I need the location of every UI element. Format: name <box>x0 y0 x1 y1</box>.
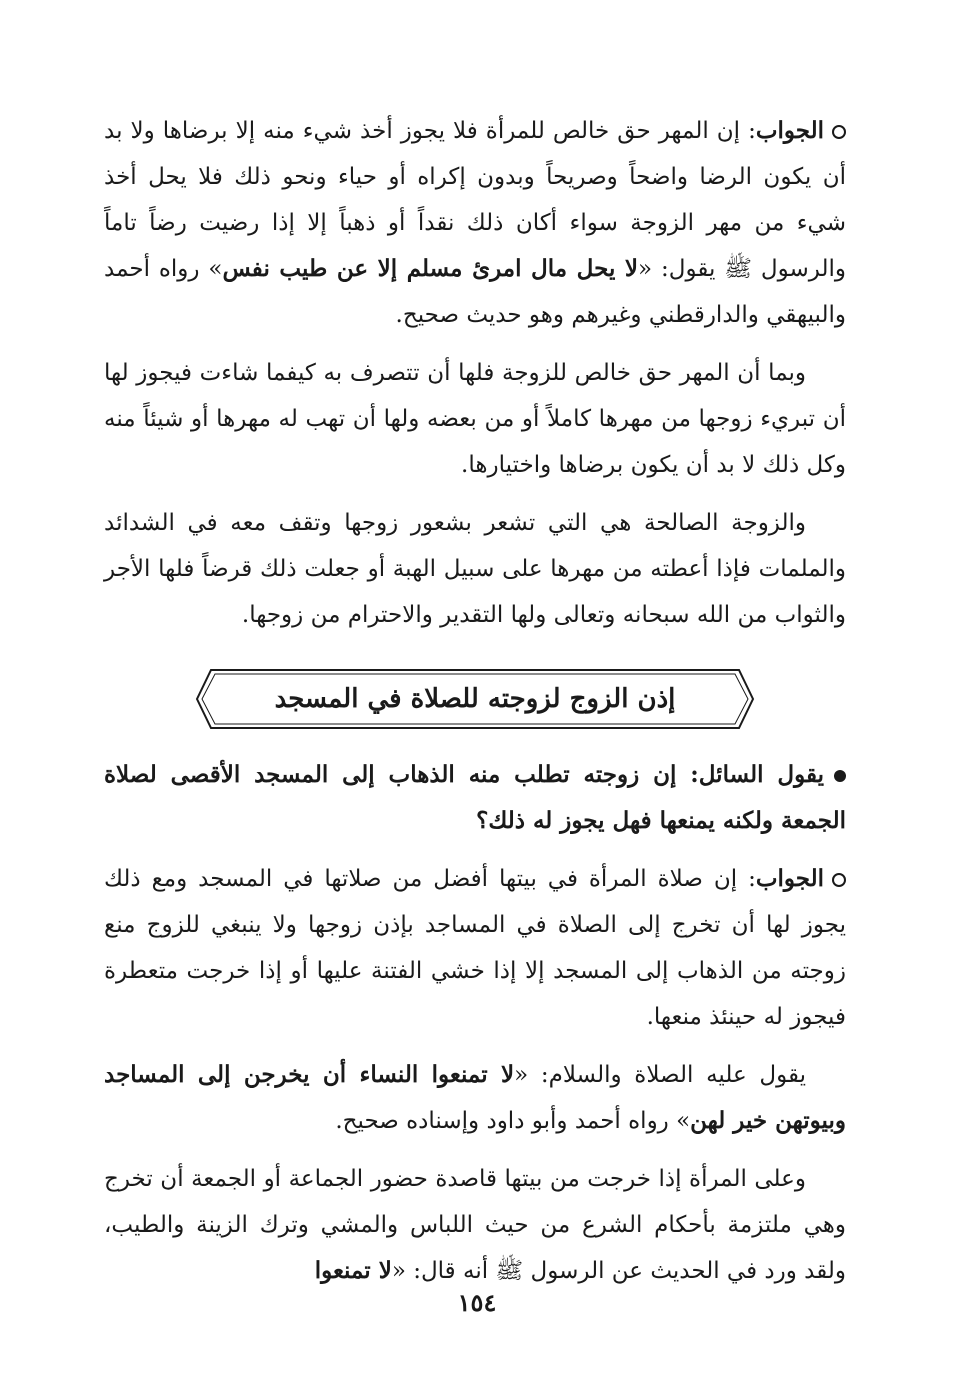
answer-lead: الجواب <box>755 117 824 144</box>
question-lead: يقول السائل <box>698 761 825 788</box>
last-paragraph <box>104 1156 846 1294</box>
hadith-2-quote: لا تمنعوا النساء أن يخرجن إلى المساجد وبيوتهن خير لهن <box>104 1061 846 1134</box>
hadith-quote: لا يحل مال امرئ مسلم إلا عن طيب نفس <box>222 255 639 282</box>
hollow-circle-icon <box>832 873 846 887</box>
answer-text: : إن المهر حق خالص للمرأة فلا يجوز أخذ شيء منه إلا برضاها ولا بد أن يكون الرضا واضحاً وصريحاً وبدون إكراه أو حياء ونحو ذلك فلا يحل أخذ شيء من مهر الزوجة سواء أكان ذلك نقداً أو ذهباً إلا إذا رضيت رضاً تاماً والرسول ﷺ يقول: « <box>104 118 846 282</box>
hadith-paragraph <box>104 1052 846 1144</box>
bullet-icon <box>834 770 846 782</box>
hadith-intro: يقول عليه الصلاة والسلام: « <box>514 1062 806 1088</box>
answer-2-text: : إن صلاة المرأة في بيتها أفضل من صلاتها في المسجد ومع ذلك يجوز لها أن تخرج إلى الصلاة في المساجد بإذن زوجها ولا ينبغي للزوج منع زوجته من الذهاب إلى المسجد إلا إذا خشي الفتنة عليها أو إذا خرجت متعطرة فيجوز له حينئذ منعها. <box>104 866 846 1030</box>
section-heading-frame <box>195 668 755 730</box>
paragraph-3 <box>104 500 846 638</box>
page-body <box>104 108 846 1306</box>
page-number: ١٥٤ <box>457 1288 497 1317</box>
answer-tail: » رواه أحمد والبيهقي والدارقطني وغيرهم وهو حديث صحيح. <box>104 256 846 328</box>
question-text: : إن زوجته تطلب منه الذهاب إلى المسجد الأقصى لصلاة الجمعة ولكنه يمنعها فهل يجوز له ذلك؟ <box>104 761 846 834</box>
section-heading: إذن الزوج لزوجته للصلاة في المسجد <box>274 684 676 714</box>
hollow-circle-icon <box>832 125 846 139</box>
answer-2-lead: الجواب <box>755 865 824 892</box>
answer-paragraph-2 <box>104 856 846 1040</box>
question-paragraph <box>104 752 846 844</box>
paragraph-2-text: وبما أن المهر حق خالص للزوجة فلها أن تتصرف به كيفما شاءت فيجوز لها أن تبريء زوجها من مهرها كاملاً أو من بعضه ولها أن تهب له مهرها أو شيئاً منه وكل ذلك لا بد أن يكون برضاها واختيارها. <box>104 360 846 478</box>
last-text: وعلى المرأة إذا خرجت من بيتها قاصدة حضور الجماعة أو الجمعة أن تخرج وهي ملتزمة بأحكام الشرع من حيث اللباس والمشي وترك الزينة والطيب، ولقد ورد في الحديث عن الرسول ﷺ أنه قال: « <box>104 1166 846 1284</box>
answer-paragraph-1 <box>104 108 846 338</box>
last-quote: لا تمنعوا <box>314 1257 392 1284</box>
paragraph-2 <box>104 350 846 488</box>
hadith-tail: » رواه أحمد وأبو داود وإسناده صحيح. <box>335 1108 691 1134</box>
paragraph-3-text: والزوجة الصالحة هي التي تشعر بشعور زوجها وتقف معه في الشدائد والملمات فإذا أعطته من مهرها على سبيل الهبة أو جعلت ذلك قرضاً فلها الأجر والثواب من الله سبحانه وتعالى ولها التقدير والاحترام من زوجها. <box>104 510 846 628</box>
